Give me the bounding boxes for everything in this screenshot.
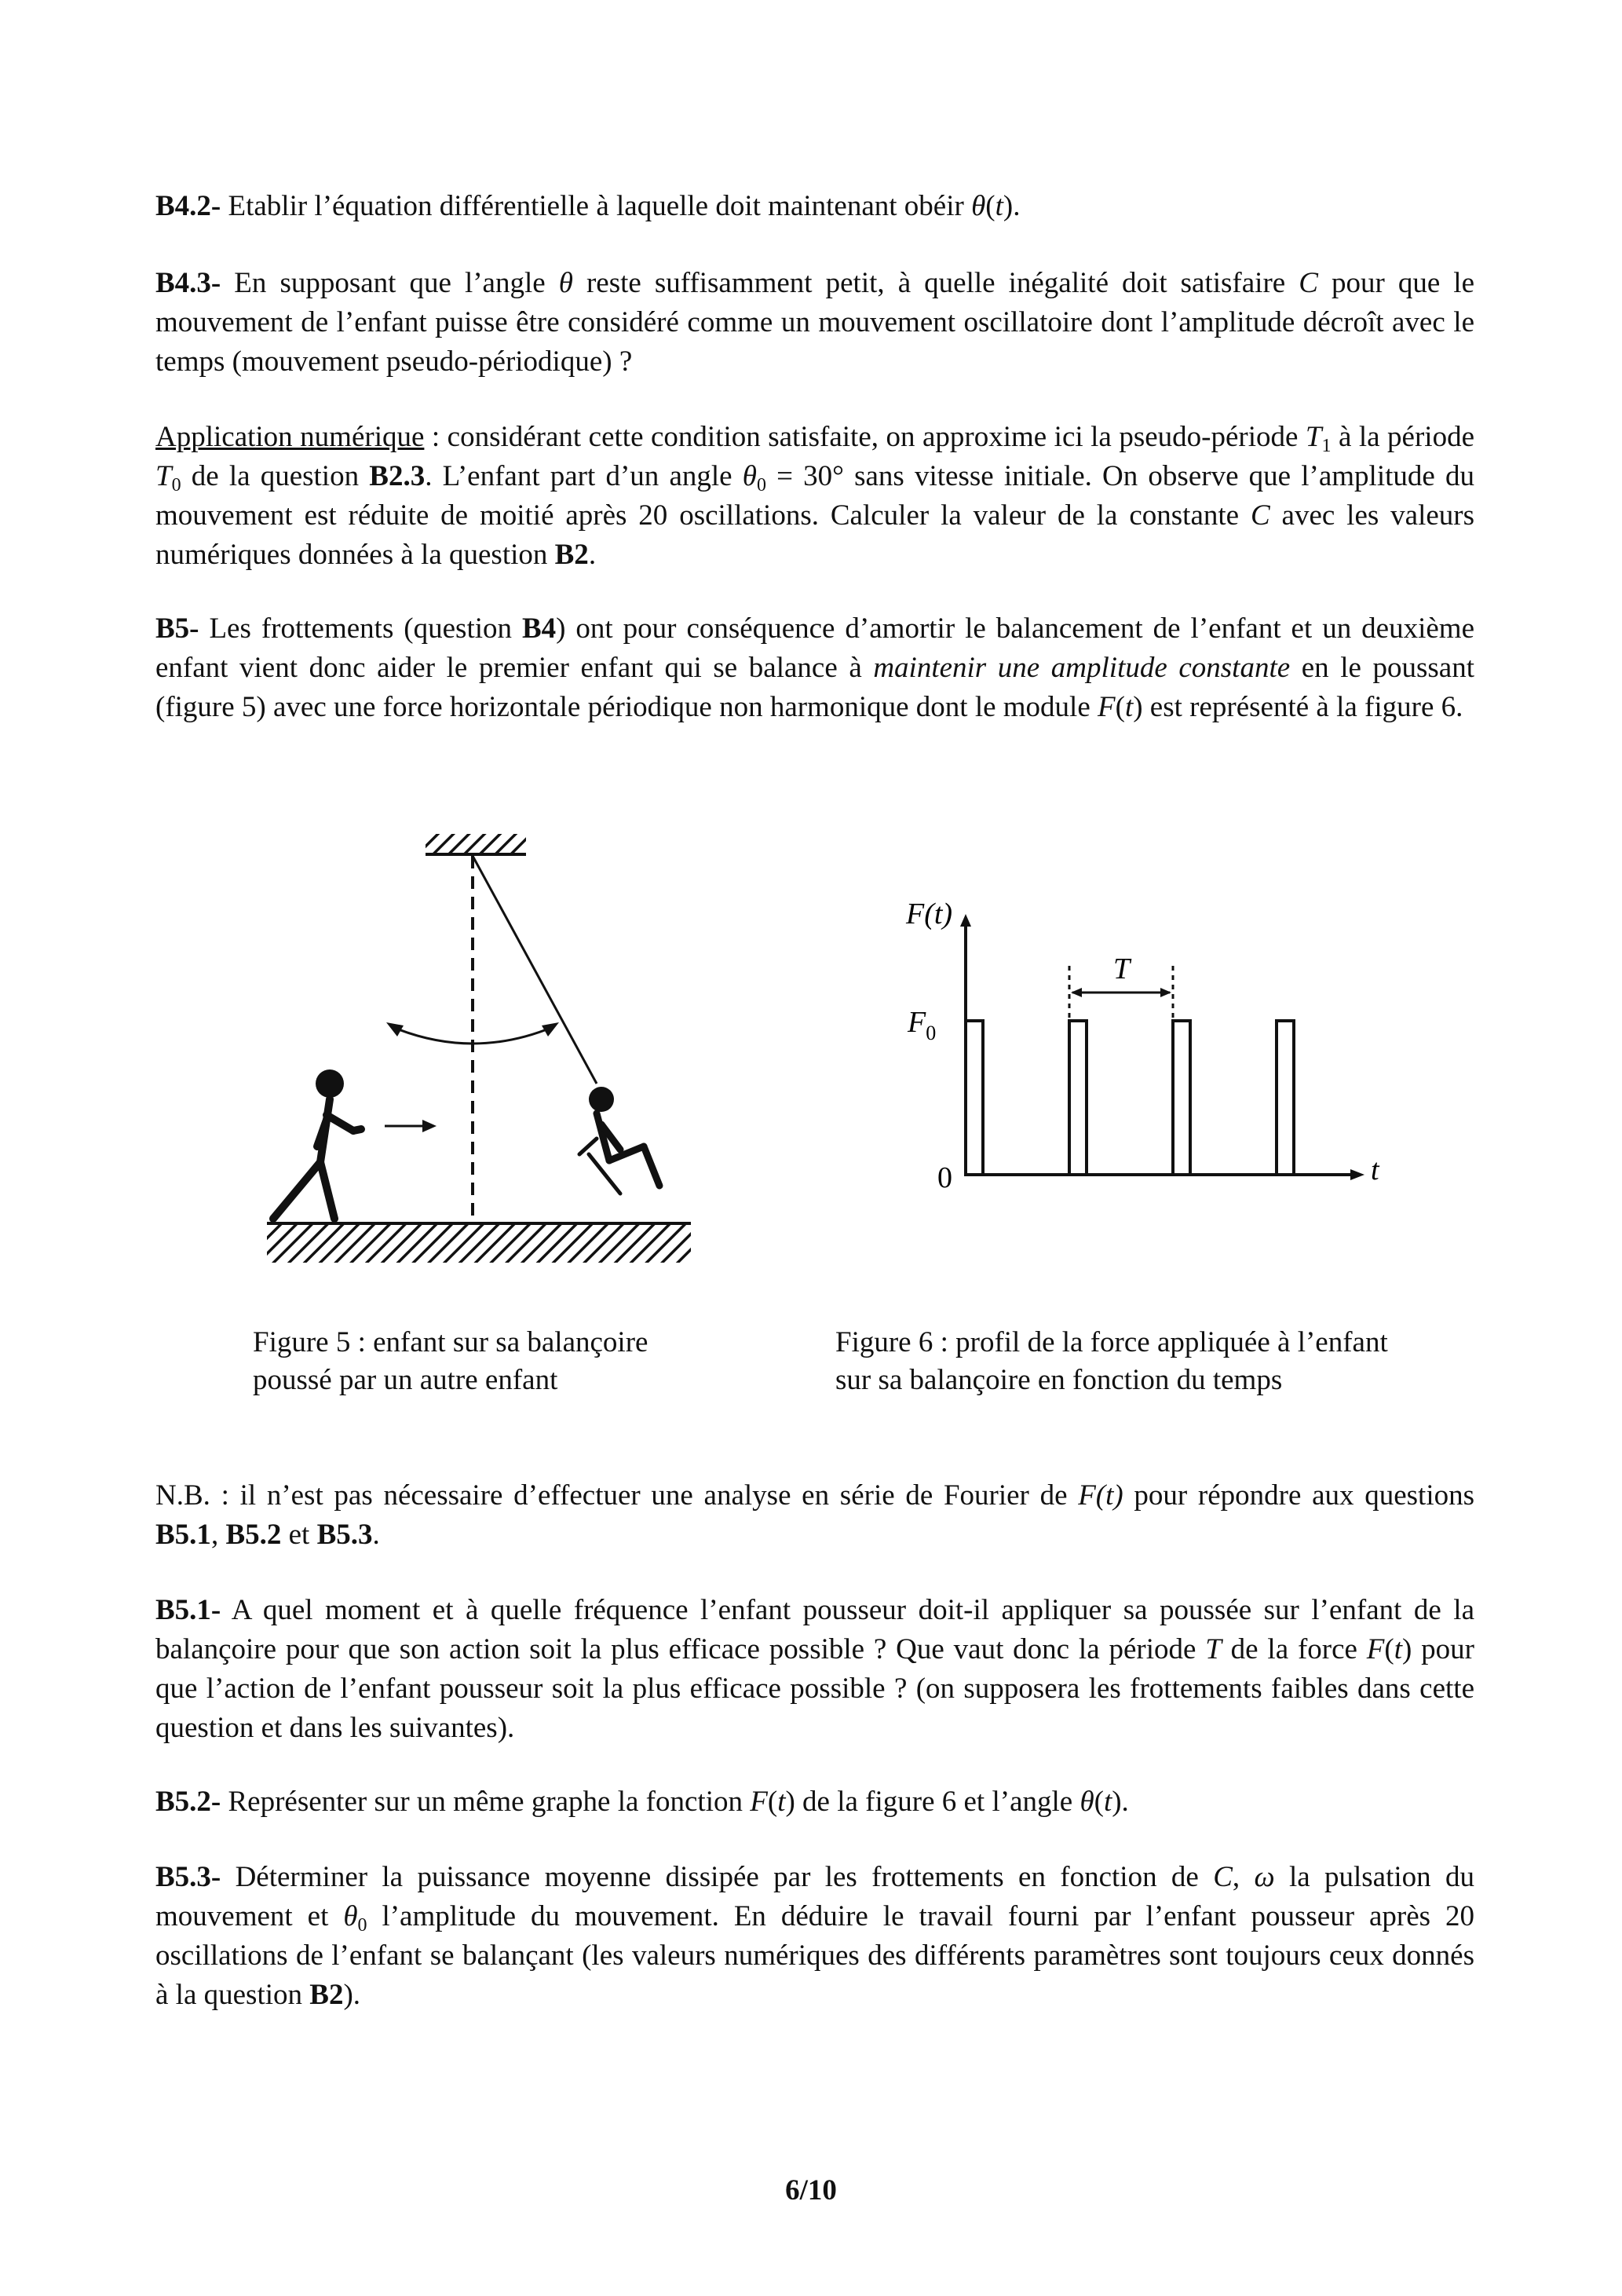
text: ) est représenté à la figure 6. (1133, 691, 1463, 723)
text: la pulsation du mouvement et (155, 1861, 1474, 1932)
text: ). (343, 1979, 361, 2011)
text: reste suffisamment petit, à quelle inégalité doit satisfaire (572, 267, 1299, 299)
swing-rope (473, 856, 597, 1084)
question-ref: B5.1 (155, 1519, 211, 1551)
text: , (210, 1519, 226, 1551)
t-variable: t (1394, 1633, 1402, 1665)
text: En supposant que l’angle (221, 267, 559, 299)
text: Les frottements (question (199, 612, 522, 645)
text: ( (1384, 1633, 1394, 1665)
arc-arrowhead-left (386, 1022, 404, 1036)
text: ( (1115, 691, 1125, 723)
period-arrowhead-right (1160, 988, 1171, 997)
period-arrowhead-left (1071, 988, 1082, 997)
question-ref: B5.3 (316, 1519, 373, 1551)
question-b5-3 (155, 1858, 1474, 2015)
question-ref: B2 (309, 1979, 344, 2011)
arc-arrowhead-right (542, 1022, 559, 1036)
text: ). (1003, 190, 1021, 222)
subscript: 0 (171, 475, 181, 495)
text: et (281, 1519, 317, 1551)
text: ) pour que l’action de l’enfant pousseur soit la plus efficace possible ? (on supposera les frottements faibles dans cette question et dans les suivantes). (155, 1633, 1474, 1744)
question-ref: B2.3 (369, 460, 426, 492)
figure-5-swing (251, 817, 707, 1280)
text: l’amplitude du mouvement. En déduire le travail fourni par l’enfant pousseur après 20 oscillations de l’enfant se balançant (les valeurs numériques des différents paramètres sont toujours ceux donnés à la question (155, 1900, 1475, 2011)
t0-symbol: T (155, 460, 172, 492)
theta-symbol: θ (343, 1900, 358, 1932)
c-variable: C (1250, 499, 1270, 532)
t-period: T (1205, 1633, 1222, 1665)
y-axis-arrowhead (960, 914, 971, 927)
f-variable: F (750, 1786, 768, 1818)
theta-symbol: θ (742, 460, 757, 492)
text: Représenter sur un même graphe la fonction (221, 1786, 751, 1818)
text: Déterminer la puissance moyenne dissipée par les frottements en fonction de (221, 1861, 1214, 1893)
x-axis-label: t (1371, 1153, 1379, 1186)
figure-6-force-profile (879, 895, 1429, 1209)
t-variable: t (995, 190, 1003, 222)
text: à la période (1331, 421, 1475, 453)
text: pour répondre aux questions (1123, 1479, 1475, 1512)
text: = 30° sans vitesse initiale. On observe que l’amplitude du mouvement est réduite de moitié après 20 oscillations. Calculer la valeur de la constante (155, 460, 1474, 532)
text: ) ont pour conséquence d’amortir le balancement de l’enfant et un deuxième enfant vient donc aider le premier enfant qui se balance à (155, 612, 1474, 684)
omega-symbol: ω (1254, 1861, 1275, 1893)
page-number: 6/10 (785, 2174, 837, 2206)
c-variable: C (1213, 1861, 1233, 1893)
t-variable: t (1103, 1786, 1112, 1818)
text: ( (767, 1786, 778, 1818)
text: ( (1094, 1786, 1104, 1818)
theta-symbol: θ (971, 190, 986, 222)
f-of-t: F(t) (1078, 1479, 1123, 1512)
application-heading: Application numérique (155, 421, 425, 453)
text: A quel moment et à quelle fréquence l’enfant pousseur doit-il appliquer sa poussée sur l’enfant de la balançoire pour que son action soit la plus efficace possible ? Que vaut donc la période (155, 1594, 1474, 1665)
caption-line: Figure 5 : enfant sur sa balançoire (253, 1326, 648, 1358)
text: de la question (181, 460, 370, 492)
c-variable: C (1299, 267, 1318, 299)
question-ref: B2 (554, 539, 589, 571)
question-b4-2 (155, 187, 1474, 226)
origin-label: 0 (937, 1161, 952, 1194)
question-b5-2 (155, 1782, 1474, 1822)
question-label: B5.3- (155, 1861, 221, 1893)
t-variable: t (1124, 691, 1134, 723)
subscript: 1 (1321, 436, 1332, 456)
t-variable: t (777, 1786, 786, 1818)
application-numerique (155, 418, 1474, 575)
pushing-child-icon (273, 1069, 361, 1219)
ceiling-hatch (426, 834, 526, 854)
ground-hatch (267, 1225, 691, 1263)
text: N.B. : il n’est pas nécessaire d’effectuer une analyse en série de Fourier de (155, 1479, 1079, 1512)
text: en le poussant (figure 5) avec une force horizontale périodique non harmonique dont le module (155, 652, 1475, 723)
figure-6-caption (835, 1324, 1388, 1399)
pulse-2 (1069, 1021, 1087, 1175)
theta-symbol: θ (558, 267, 573, 299)
text: ) de la figure 6 et l’angle (785, 1786, 1080, 1818)
swinging-child-icon (579, 1087, 659, 1194)
figure-5-caption (253, 1324, 648, 1399)
text: . L’enfant part d’un angle (425, 460, 743, 492)
caption-line: poussé par un autre enfant (253, 1364, 558, 1396)
question-label: B5.2- (155, 1786, 221, 1818)
pulse-4 (1277, 1021, 1294, 1175)
caption-line: sur sa balançoire en fonction du temps (835, 1364, 1283, 1396)
question-b4-3 (155, 264, 1474, 382)
period-label: T (1113, 952, 1131, 985)
pulse-3 (1173, 1021, 1190, 1175)
text: Etablir l’équation différentielle à laquelle doit maintenant obéir (221, 190, 972, 222)
question-ref: B5.2 (225, 1519, 282, 1551)
text: . (372, 1519, 380, 1551)
text: ). (1112, 1786, 1129, 1818)
question-label: B4.2- (155, 190, 221, 222)
question-b5 (155, 609, 1474, 727)
t1-symbol: T (1305, 421, 1322, 453)
y-axis-label: F(t) (906, 898, 953, 930)
push-arrowhead (422, 1120, 437, 1132)
subscript: 0 (756, 475, 766, 495)
subscript: 0 (357, 1915, 367, 1936)
x-axis-arrowhead (1350, 1169, 1364, 1180)
theta-symbol: θ (1080, 1786, 1094, 1818)
text: : considérant cette condition satisfaite, on approxime ici la pseudo-période (424, 421, 1306, 453)
emphasis: maintenir une amplitude constante (873, 652, 1291, 684)
text: avec les valeurs numériques données à la question (155, 499, 1475, 571)
question-label: B5.1- (155, 1594, 221, 1626)
pulse-1 (966, 1021, 983, 1175)
nota-bene (155, 1476, 1474, 1555)
text: , (1232, 1861, 1255, 1893)
f-variable: F (1366, 1633, 1385, 1665)
text: de la force (1221, 1633, 1367, 1665)
f0-label: $F_0$ (908, 1006, 937, 1044)
text: pour que le mouvement de l’enfant puisse être considéré comme un mouvement oscillatoire dont l’amplitude décroît avec le temps (mouvement pseudo-périodique) ? (155, 267, 1475, 378)
text: ( (985, 190, 995, 222)
question-b5-1 (155, 1591, 1474, 1748)
question-label: B5- (155, 612, 199, 645)
question-ref: B4 (521, 612, 557, 645)
question-label: B4.3- (155, 267, 221, 299)
caption-line: Figure 6 : profil de la force appliquée à l’enfant (835, 1326, 1388, 1358)
f-variable: F (1098, 691, 1116, 723)
text: . (588, 539, 597, 571)
